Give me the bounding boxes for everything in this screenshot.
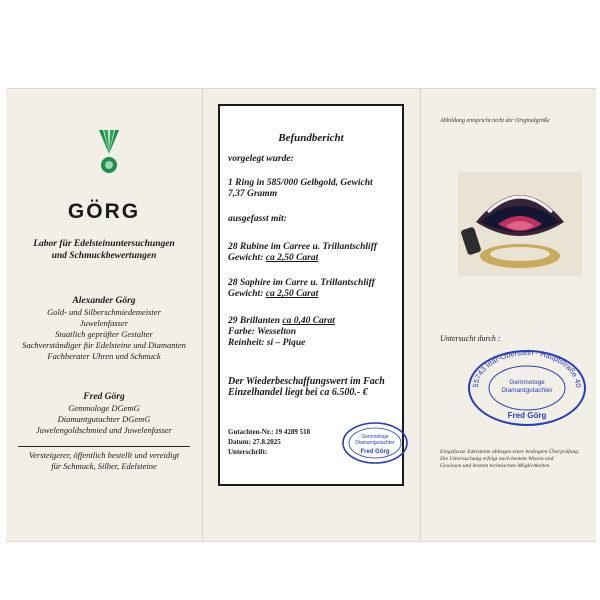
replacement-value: Der Wiederbeschaffungswert im Fach Einzelhandel liegt bei ca 6.500.- € [228,376,385,398]
report-number: Gutachten-Nr.: 19 4289 518 [228,428,311,436]
examined-by-label: Untersucht durch : [440,334,501,343]
divider [18,446,190,447]
report-date: Datum: 27.8.2025 [228,438,281,446]
examination-note: Eingefasste Edelsteine obliegen einer bedingten Überprüfung. Die Untersuchung erfolgt nach bestem Wissen und Gewissen und bestem technischen Möglichkeiten. [440,449,580,469]
item-description: 1 Ring in 585/000 Gelbgold, Gewicht 7,37 Gramm [228,178,373,199]
gem-pendant-logo-icon [98,128,120,176]
person-alexander: Alexander Görg Gold- und Silberschmiedemeister Juwelenfasser Staatlich geprüfter Gestalter Sachverständiger für Edelsteine und Diamanten Fachberater Uhren und Schmuck [22,296,186,361]
presented-label: vorgelegt wurde: [228,154,294,164]
stamp-name: Fred Görg [507,411,547,420]
fold-line-right [420,89,421,541]
signature-label: Unterschrift: [228,448,268,456]
left-panel [6,88,202,540]
sapphire-info: 28 Saphire im Carre u. Trillantschliff Gewicht: ca 2,50 Carat [228,278,375,299]
stamp-middle-text: Diamantgutachter [501,387,553,394]
lab-description: Labor für Edelsteinuntersuchungen und Schmuckbewertungen [33,239,175,261]
stamp-top-text: Gemmologe [509,379,545,386]
photo-caption: Abbildung entspricht nicht der Originalgröße [440,118,550,124]
stamp-small-top: Gemmologe [361,434,389,440]
auctioneer-note: Versteigerer, öffentlich bestellt und vereidigt für Schmuck, Silber, Edelsteine [28,450,180,471]
person-fred: Fred Görg Gemmologe DGemG Diamantgutachter DGemG Juwelengoldschmied und Juwelenfasser [36,392,172,435]
stamp-ring-text: 55743 Idar-Oberstein · Hauptstraße 40 [470,347,584,389]
report-title: Befundbericht [278,132,344,144]
stamp-small-middle: Diamantgutachter [355,440,395,446]
brand-name: GÖRG [67,200,141,223]
stamp-small-name: Fred Görg [360,449,390,455]
gemmologist-stamp [464,346,590,428]
set-label: ausgefasst mit: [228,214,287,224]
gemmologist-stamp-small [340,420,410,466]
ring-photo [458,172,582,276]
fold-line-left [202,89,203,541]
ruby-info: 28 Rubine im Carree u. Trillantschliff Gewicht: ca 2,50 Carat [228,242,377,263]
diamond-info: 29 Brillanten ca 0,40 Carat Farbe: Wesselton Reinheit: si – Pique [228,316,335,348]
